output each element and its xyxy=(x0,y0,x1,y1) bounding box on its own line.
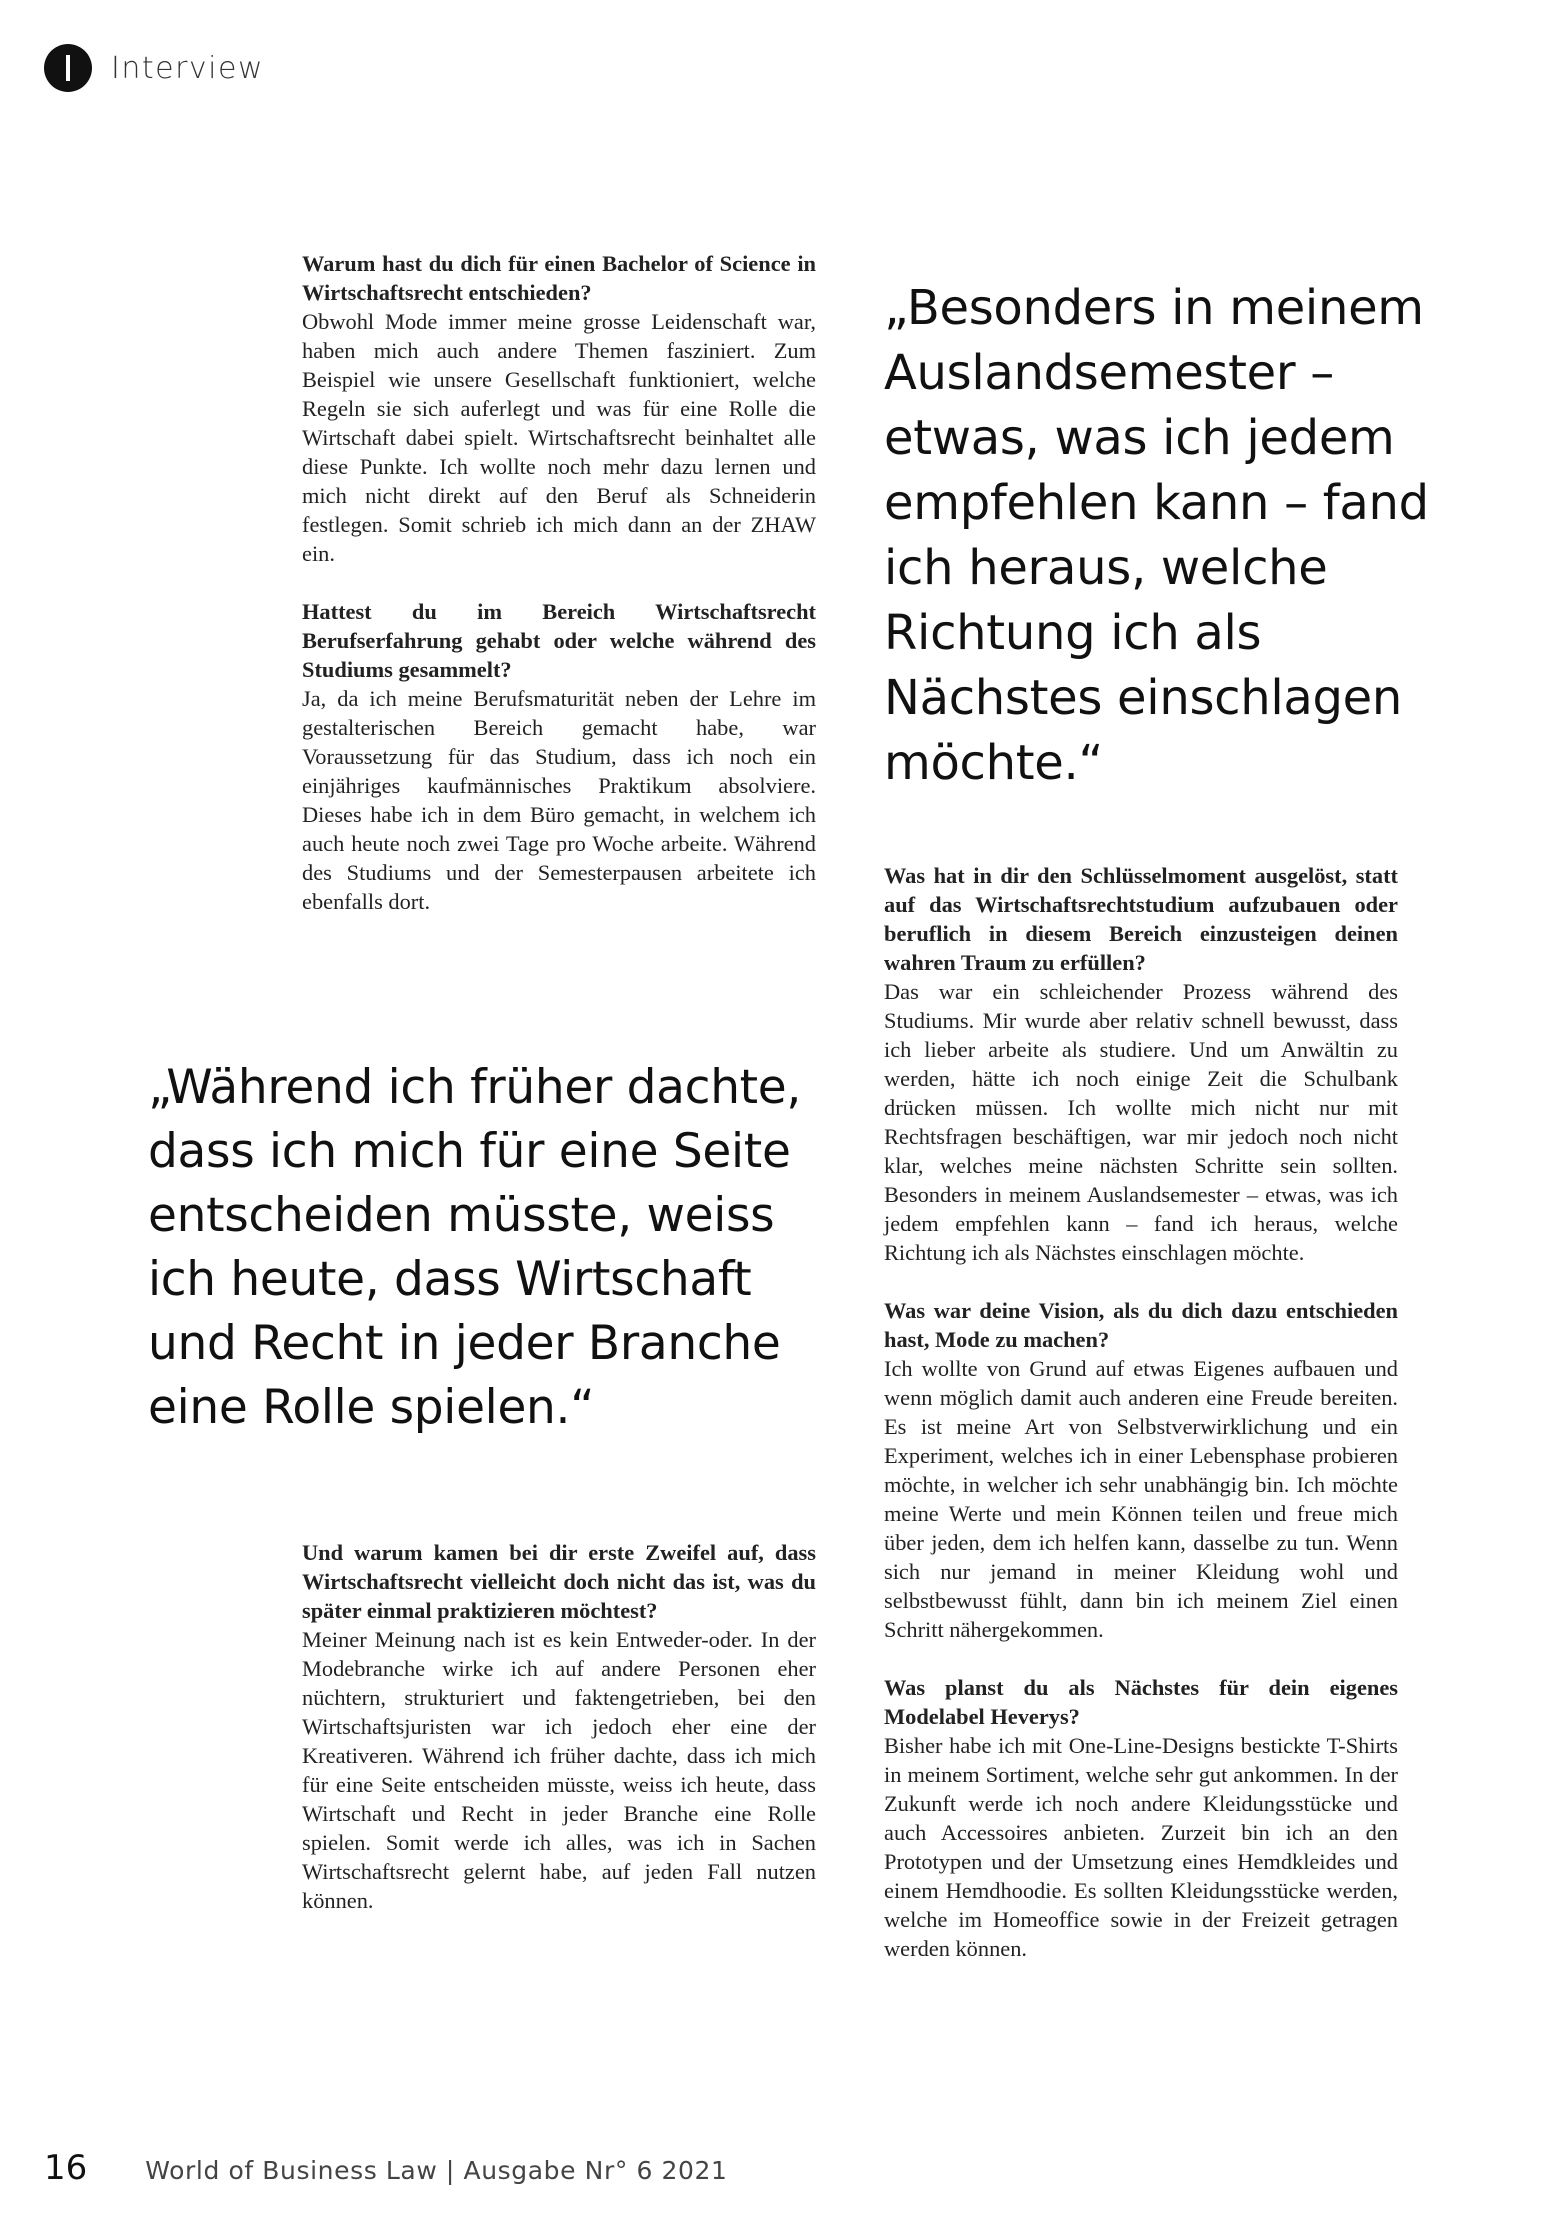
question-zweifel: Und warum kamen bei dir erste Zweifel auf, dass Wirtschaftsrecht vielleicht doch nicht das ist, was du später einmal praktizieren möchtest? xyxy=(302,1540,816,1623)
section-label: Interview xyxy=(111,50,264,86)
page-header xyxy=(44,44,264,92)
question-naechstes: Was planst du als Nächstes für dein eigenes Modelabel Heverys? xyxy=(884,1675,1398,1729)
article-column-right xyxy=(884,861,1398,1963)
question-bachelor: Warum hast du dich für einen Bachelor of Science in Wirtschaftsrecht entschieden? xyxy=(302,251,816,305)
answer-schluesselmoment: Das war ein schleichender Prozess während des Studiums. Mir wurde aber relativ schnell bewusst, dass ich lieber arbeite als studiere. Und um Anwältin zu werden, hätte ich noch einige Zeit die Schulbank drücken müssen. Ich wollte mich nicht nur mit Rechtsfragen beschäftigen, war mir jedoch noch nicht klar, welches meine nächsten Schritte sein sollten. Besonders in meinem Auslandsemester – etwas, was ich jedem empfehlen kann – fand ich heraus, welche Richtung ich als Nächstes einschlagen möchte. xyxy=(884,979,1398,1265)
answer-bachelor: Obwohl Mode immer meine grosse Leidenschaft war, haben mich auch andere Themen fasziniert. Zum Beispiel wie unsere Gesellschaft funktioniert, welche Regeln sie sich auferlegt und was für eine Rolle die Wirtschaft dabei spielt. Wirtschaftsrecht beinhaltet alle diese Punkte. Ich wollte noch mehr dazu lernen und mich nicht direkt auf den Beruf als Schneiderin festlegen. Somit schrieb ich mich dann an der ZHAW ein. xyxy=(302,309,816,566)
question-berufserfahrung: Hattest du im Bereich Wirtschaftsrecht Berufserfahrung gehabt oder welche während des Studiums gesammelt? xyxy=(302,599,816,682)
article-column-left-top xyxy=(302,249,816,916)
article-column-left-bottom xyxy=(302,1538,816,1915)
page-footer xyxy=(44,2148,728,2188)
publication-line: World of Business Law | Ausgabe Nr° 6 2021 xyxy=(145,2156,728,2185)
pull-quote-wirtschaft-recht: „Während ich früher dachte, dass ich mich für eine Seite entscheiden müsste, weiss ich heute, dass Wirtschaft und Recht in jeder Branche eine Rolle spielen.“ xyxy=(148,1060,802,1435)
question-vision: Was war deine Vision, als du dich dazu entschieden hast, Mode zu machen? xyxy=(884,1298,1398,1352)
answer-zweifel: Meiner Meinung nach ist es kein Entweder-oder. In der Modebranche wirke ich auf andere Personen eher nüchtern, strukturiert und faktengetrieben, bei den Wirtschaftsjuristen war ich jedoch eher eine der Kreativeren. Während ich früher dachte, dass ich mich für eine Seite entscheiden müsste, weiss ich heute, dass Wirtschaft und Recht in jeder Branche eine Rolle spielen. Somit werde ich alles, was ich in Sachen Wirtschaftsrecht gelernt habe, auf jeden Fall nutzen können. xyxy=(302,1627,816,1913)
page-number: 16 xyxy=(44,2148,88,2188)
answer-vision: Ich wollte von Grund auf etwas Eigenes aufbauen und wenn möglich damit auch anderen eine Freude bereiten. Es ist meine Art von Selbstverwirklichung und ein Experiment, welches ich in einer Lebensphase probieren möchte, in welcher ich sehr unabhängig bin. Ich möchte meine Werte und mein Können teilen und freue mich über jeden, dem ich helfen kann, dasselbe zu tun. Wenn sich nur jemand in meiner Kleidung wohl und selbstbewusst fühlt, dann bin ich meinem Ziel einen Schritt nähergekommen. xyxy=(884,1356,1398,1642)
answer-naechstes: Bisher habe ich mit One-Line-Designs bestickte T-Shirts in meinem Sortiment, welche sehr gut ankommen. In der Zukunft werde ich noch andere Kleidungsstücke und auch Accessoires anbieten. Zurzeit bin ich an den Prototypen und der Umsetzung eines Hemdkleides und einem Hemdhoodie. Es sollten Kleidungsstücke werden, welche im Homeoffice sowie in der Freizeit getragen werden können. xyxy=(884,1733,1398,1961)
question-schluesselmoment: Was hat in dir den Schlüsselmoment ausgelöst, statt auf das Wirtschaftsrechtstudium aufzubauen oder beruflich in diesem Bereich einzusteigen deinen wahren Traum zu erfüllen? xyxy=(884,863,1398,975)
answer-berufserfahrung: Ja, da ich meine Berufsmaturität neben der Lehre im gestalterischen Bereich gemacht habe, war Voraussetzung für das Studium, dass ich noch ein einjähriges kaufmännisches Praktikum absolviere. Dieses habe ich in dem Büro gemacht, in welchem ich auch heute noch zwei Tage pro Woche arbeite. Während des Studiums und der Semesterpausen arbeitete ich ebenfalls dort. xyxy=(302,686,816,914)
pull-quote-auslandsemester: „Besonders in meinem Auslandsemester – etwas, was ich jedem empfehlen kann – fand ich heraus, welche Richtung ich als Nächstes einschlagen möchte.“ xyxy=(884,280,1429,791)
section-badge-icon xyxy=(44,44,92,92)
